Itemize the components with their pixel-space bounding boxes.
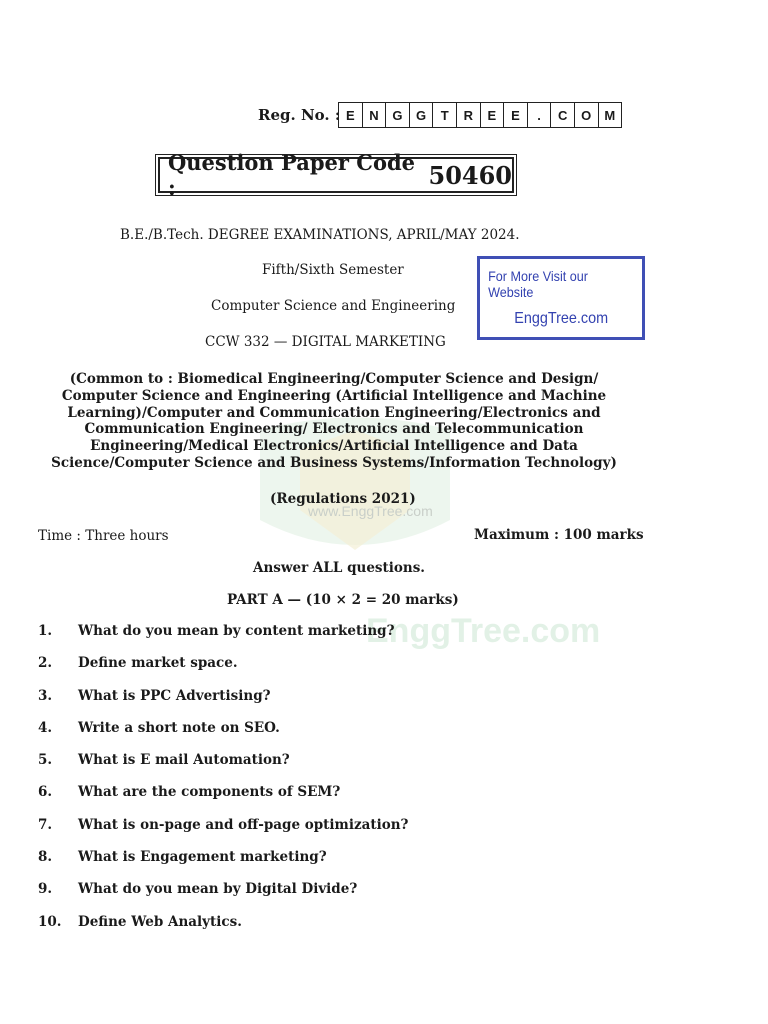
reg-char-box: T [433, 103, 457, 127]
question-number: 3. [38, 687, 53, 704]
course-title: CCW 332 — DIGITAL MARKETING [205, 334, 446, 350]
question-number: 4. [38, 719, 53, 736]
question-item [38, 784, 658, 816]
question-text: What is Engagement marketing? [78, 849, 327, 866]
question-number: 9. [38, 881, 53, 898]
question-item [38, 655, 658, 687]
reg-char-box: G [410, 103, 434, 127]
reg-char-box: E [339, 103, 363, 127]
question-paper-code-label: Question Paper Code : [168, 150, 416, 200]
question-number: 6. [38, 784, 53, 801]
question-item [38, 881, 658, 913]
instruction: Answer ALL questions. [253, 560, 425, 576]
question-text: What is PPC Advertising? [78, 687, 271, 704]
question-item [38, 849, 658, 881]
reg-char-box: N [363, 103, 387, 127]
part-a-heading: PART A — (10 × 2 = 20 marks) [227, 592, 459, 608]
question-number: 5. [38, 752, 53, 769]
question-number: 10. [38, 913, 62, 930]
reg-char-box: O [575, 103, 599, 127]
question-text: What is E mail Automation? [78, 752, 290, 769]
common-to-branches: (Common to : Biomedical Engineering/Computer Science and Design/ Computer Science and Engineering (Artificial Intelligence and Machine Learning)/Computer and Communication Engineering/Electronics and Communication Engineering/ Electronics and Telecommunication Engineering/Medical Electronics/Artificial Intelligence and Data Science/Computer Science and Business Systems/Information Technology) [51, 371, 617, 471]
website-promo-box[interactable] [477, 256, 645, 340]
question-item [38, 752, 658, 784]
website-promo-link[interactable]: EnggTree.com [514, 310, 608, 327]
question-item [38, 914, 658, 946]
question-item [38, 688, 658, 720]
watermark-brand: EnggTree.com [366, 612, 601, 650]
question-paper-code-box [158, 150, 514, 200]
question-number: 1. [38, 623, 53, 639]
maximum-marks: Maximum : 100 marks [474, 527, 644, 543]
reg-char-box: . [528, 103, 552, 127]
question-number: 8. [38, 849, 53, 866]
question-list [38, 623, 658, 946]
question-text: What is on-page and off-page optimization? [78, 816, 409, 833]
regulations: (Regulations 2021) [270, 491, 416, 507]
watermark-url: www.EnggTree.com [308, 503, 433, 519]
question-text: What do you mean by content marketing? [78, 623, 395, 639]
question-text: Write a short note on SEO. [78, 719, 280, 736]
website-promo-line1: For More Visit our Website [488, 268, 588, 300]
question-text: What do you mean by Digital Divide? [78, 881, 358, 898]
question-text: Define market space. [78, 655, 238, 672]
reg-char-box: C [551, 103, 575, 127]
department: Computer Science and Engineering [211, 298, 456, 314]
question-number: 2. [38, 655, 53, 672]
reg-char-box: M [604, 107, 616, 123]
question-text: Define Web Analytics. [78, 913, 242, 930]
question-paper-code: 50460 [428, 160, 512, 190]
question-item [38, 720, 658, 752]
reg-char-box: R [457, 103, 481, 127]
question-item [38, 623, 658, 655]
semester: Fifth/Sixth Semester [262, 262, 404, 278]
reg-no-boxes [338, 102, 622, 128]
reg-no-label: Reg. No. : [258, 106, 341, 124]
question-item [38, 817, 658, 849]
exam-title: B.E./B.Tech. DEGREE EXAMINATIONS, APRIL/MAY 2024. [120, 227, 520, 243]
question-text: What are the components of SEM? [78, 784, 341, 801]
time-allowed: Time : Three hours [38, 528, 169, 544]
reg-char-box: G [386, 103, 410, 127]
reg-char-box: E [504, 103, 528, 127]
reg-char-box: E [481, 103, 505, 127]
question-number: 7. [38, 816, 53, 833]
